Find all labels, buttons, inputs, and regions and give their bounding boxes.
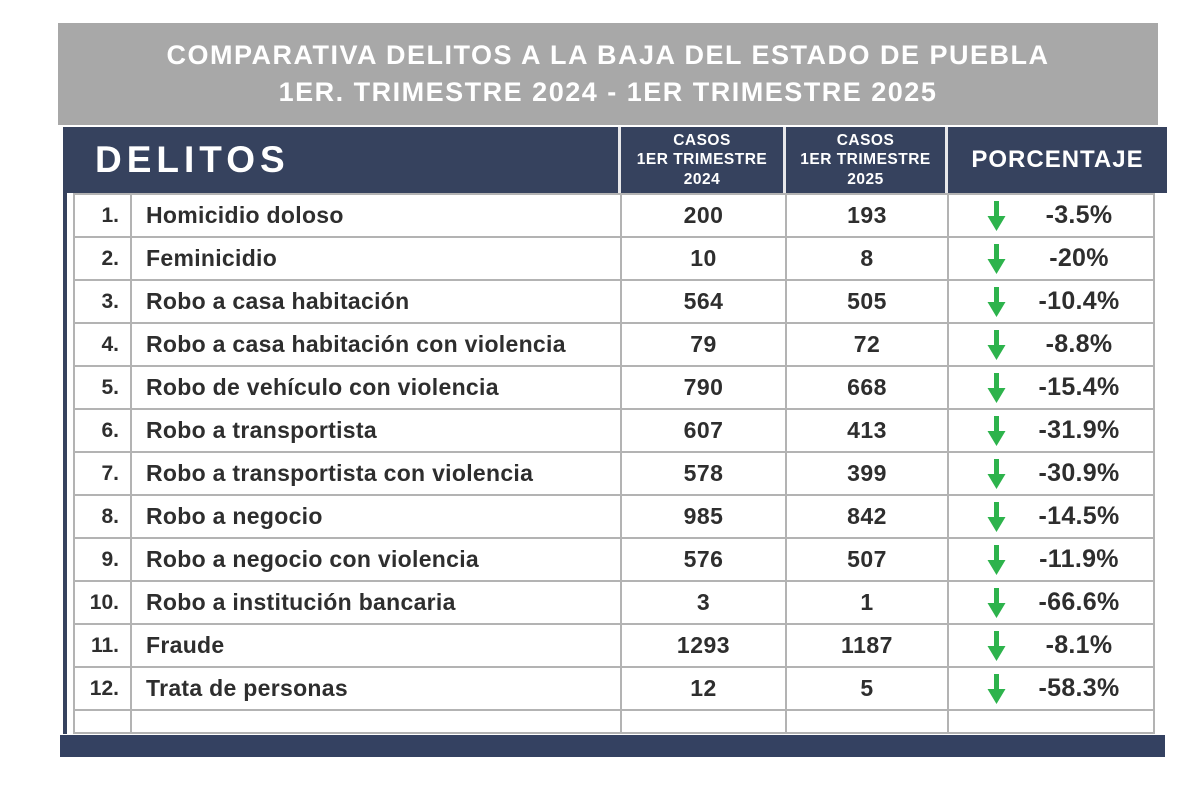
porcentaje-value: -8.8% [1045,330,1113,358]
casos-2024-value: 79 [622,324,785,365]
row-number: 11. [75,625,130,666]
footer-bar [60,735,1165,757]
porcentaje-cell [949,582,1153,623]
porcentaje-cell [949,410,1153,451]
casos-2025-line2: 1ER TRIMESTRE [800,151,931,169]
column-header-casos-2024 [621,127,783,193]
casos-2025-value: 413 [787,410,947,451]
casos-2024-value: 607 [622,410,785,451]
row-number: 10. [75,582,130,623]
casos-2025-value: 505 [787,281,947,322]
row-number [75,711,130,732]
table-header-row [63,127,1167,193]
delito-name: Robo a institución bancaria [132,582,620,623]
casos-2024-value [622,711,785,732]
casos-2024-value: 576 [622,539,785,580]
casos-2025-line1: CASOS [836,131,895,149]
porcentaje-cell [949,281,1153,322]
porcentaje-cell [949,367,1153,408]
porcentaje-cell [949,453,1153,494]
down-arrow-icon [987,459,1006,489]
porcentaje-value: -14.5% [1038,502,1120,530]
porcentaje-value: -31.9% [1038,416,1120,444]
casos-2025-value: 399 [787,453,947,494]
title-banner [58,23,1158,125]
casos-2024-value: 1293 [622,625,785,666]
row-number: 1. [75,195,130,236]
delito-name: Robo a casa habitación [132,281,620,322]
casos-2024-value: 564 [622,281,785,322]
row-number: 5. [75,367,130,408]
down-arrow-icon [987,201,1006,231]
porcentaje-value: -3.5% [1045,201,1113,229]
down-arrow-icon [987,588,1006,618]
row-number: 12. [75,668,130,709]
delito-name: Robo a negocio [132,496,620,537]
porcentaje-cell [949,496,1153,537]
table-body [73,193,1155,734]
delito-name: Trata de personas [132,668,620,709]
row-number: 6. [75,410,130,451]
casos-2024-value: 200 [622,195,785,236]
delito-name: Feminicidio [132,238,620,279]
casos-2025-value: 1187 [787,625,947,666]
row-number: 3. [75,281,130,322]
down-arrow-icon [987,287,1006,317]
porcentaje-value: -8.1% [1045,631,1113,659]
banner-title-line1: COMPARATIVA DELITOS A LA BAJA DEL ESTADO DE PUEBLA [166,40,1050,70]
casos-2024-value: 12 [622,668,785,709]
row-number: 2. [75,238,130,279]
casos-2025-value: 842 [787,496,947,537]
porcentaje-value: -58.3% [1038,674,1120,702]
delito-name: Robo de vehículo con violencia [132,367,620,408]
casos-2025-line3: 2025 [847,170,884,188]
casos-2025-value: 668 [787,367,947,408]
column-header-delitos: DELITOS [95,139,290,180]
delito-name: Robo a casa habitación con violencia [132,324,620,365]
down-arrow-icon [987,545,1006,575]
casos-2024-value: 985 [622,496,785,537]
down-arrow-icon [987,674,1006,704]
casos-2025-value: 5 [787,668,947,709]
casos-2025-value: 507 [787,539,947,580]
down-arrow-icon [987,373,1006,403]
casos-2024-value: 3 [622,582,785,623]
casos-2024-line1: CASOS [673,131,731,149]
porcentaje-value: -30.9% [1038,459,1120,487]
porcentaje-cell [949,324,1153,365]
delito-name: Robo a transportista con violencia [132,453,620,494]
delito-name: Robo a negocio con violencia [132,539,620,580]
casos-2024-value: 790 [622,367,785,408]
down-arrow-icon [987,330,1006,360]
porcentaje-value: -66.6% [1038,588,1120,616]
down-arrow-icon [987,502,1006,532]
casos-2025-value: 1 [787,582,947,623]
porcentaje-value: -11.9% [1039,545,1119,573]
row-number: 7. [75,453,130,494]
porcentaje-cell [949,238,1153,279]
down-arrow-icon [987,416,1006,446]
delito-name [132,711,620,732]
casos-2025-value: 72 [787,324,947,365]
casos-2024-value: 578 [622,453,785,494]
casos-2025-value: 193 [787,195,947,236]
column-header-porcentaje: PORCENTAJE [971,146,1144,173]
porcentaje-cell [949,195,1153,236]
delito-name: Robo a transportista [132,410,620,451]
porcentaje-value: -10.4% [1038,287,1120,315]
porcentaje-cell [949,711,1153,732]
porcentaje-cell [949,625,1153,666]
row-number: 9. [75,539,130,580]
porcentaje-value: -20% [1049,244,1109,272]
column-header-casos-2025 [786,127,945,193]
row-number: 4. [75,324,130,365]
casos-2024-line3: 2024 [683,170,721,188]
banner-title-line2: 1ER. TRIMESTRE 2024 - 1ER TRIMESTRE 2025 [278,77,938,107]
table-left-border [63,193,67,734]
down-arrow-icon [987,244,1006,274]
porcentaje-cell [949,668,1153,709]
delito-name: Fraude [132,625,620,666]
delito-name: Homicidio doloso [132,195,620,236]
row-number: 8. [75,496,130,537]
casos-2025-value: 8 [787,238,947,279]
porcentaje-value: -15.4% [1038,373,1120,401]
porcentaje-cell [949,539,1153,580]
down-arrow-icon [987,631,1006,661]
casos-2025-value [787,711,947,732]
casos-2024-value: 10 [622,238,785,279]
casos-2024-line2: 1ER TRIMESTRE [636,151,768,169]
